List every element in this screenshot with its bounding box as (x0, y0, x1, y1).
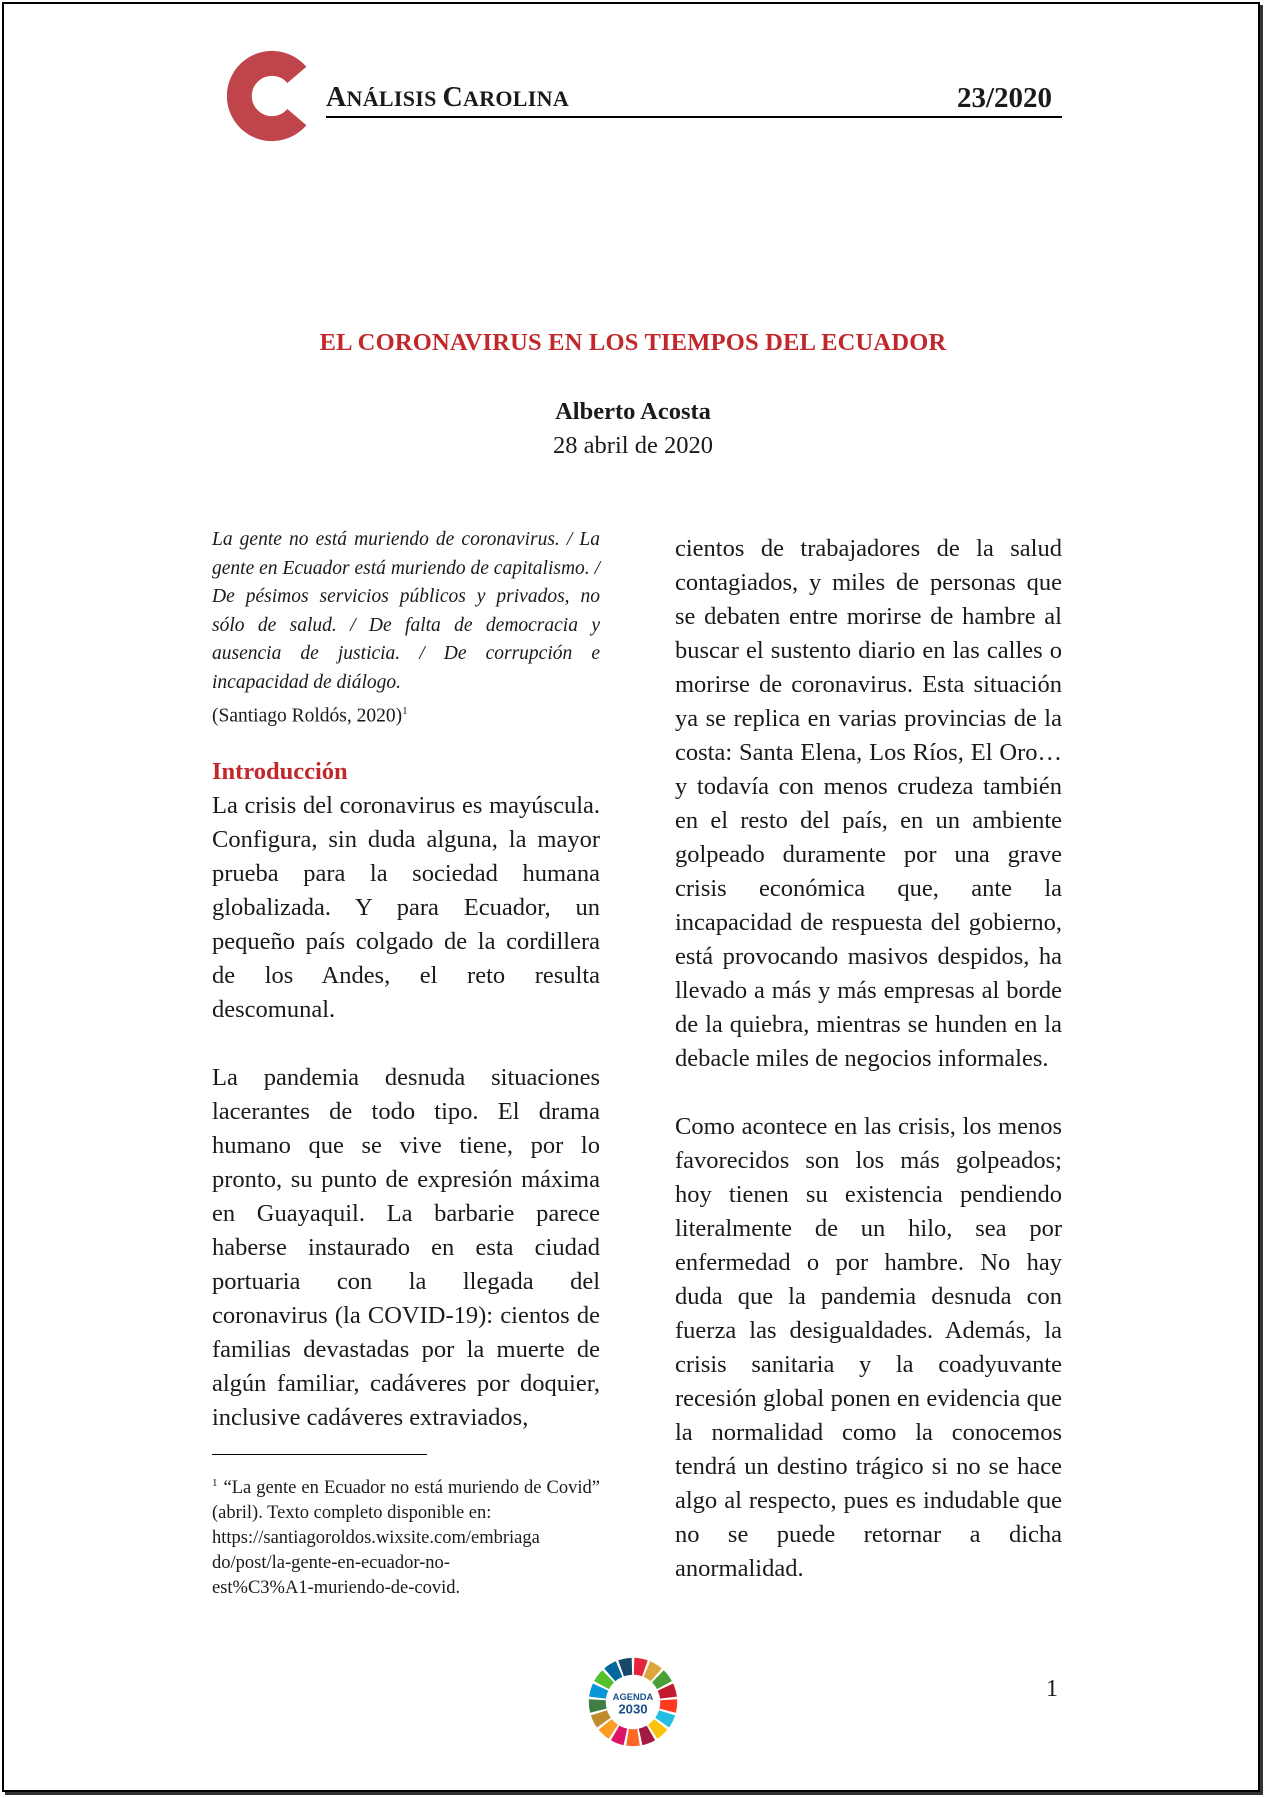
article-title: EL CORONAVIRUS EN LOS TIEMPOS DEL ECUADOR (319, 329, 947, 356)
issue-number: 23/2020 (956, 82, 1052, 114)
badge-segment (659, 1699, 677, 1713)
footnote (212, 1471, 600, 1601)
footnote-url[interactable]: https://santiagoroldos.wixsite.com/embriaga (212, 1528, 540, 1549)
article-date: 28 abril de 2020 (553, 432, 713, 459)
left-column (212, 526, 600, 1435)
carolina-logo-icon (222, 48, 318, 144)
badge-segment (589, 1699, 607, 1713)
right-column (675, 532, 1062, 1586)
badge-line2: 2030 (618, 1701, 648, 1717)
paragraph: La crisis del coronavirus es mayúscula. Configura, sin duda alguna, la mayor prueba para la sociedad humana globalizada. Y para Ecuador, un pequeño país colgado de la cordillera de los Andes, el reto resulta descomunal. (212, 792, 600, 1023)
series-title: ANÁLISIS CAROLINA (326, 82, 570, 113)
section-heading: Introducción (212, 758, 348, 785)
badge-segment (626, 1729, 640, 1746)
badge-line1: AGENDA (612, 1691, 654, 1703)
paragraph: La pandemia desnuda situaciones lacerantes de todo tipo. El drama humano que se vive tiene, por lo pronto, su punto de expresión máxima en Guayaquil. La barbarie parece haberse instaurado en esta ciudad portuaria con la llegada del coronavirus (la COVID-19): cientos de familias devastadas por la muerte de algún familiar, cadáveres por doquier, inclusive cadáveres extraviados, (212, 1064, 600, 1431)
agenda-2030-badge-icon (586, 1655, 680, 1749)
footnote-ref[interactable]: 1 (402, 705, 408, 717)
article-author: Alberto Acosta (555, 398, 711, 425)
paragraph: Como acontece en las crisis, los menos favorecidos son los más golpeados; hoy tienen su existencia pendiendo literalmente de un hilo, sea por enfermedad o por hambre. No hay duda que la pandemia desnuda con fuerza las desigualdades. Además, la crisis sanitaria y la coadyuvante recesión global ponen en evidencia que la normalidad como la conocemos tendrá un destino trágico si no se hace algo al respecto, pues es indudable que no se puede retornar a dicha anormalidad. (675, 1113, 1062, 1582)
footnote-url[interactable]: do/post/la-gente-en-ecuador-no- (212, 1553, 450, 1574)
paragraph: cientos de trabajadores de la salud contagiados, y miles de personas que se debaten entre morirse de hambre al buscar el sustento diario en las calles o morirse de coronavirus. Esta situación ya se replica en varias provincias de la costa: Santa Elena, Los Ríos, El Oro… y todavía con menos crudeza también en el resto del país, en un ambiente golpeado duramente por una grave crisis económica que, ante la incapacidad de respuesta del gobierno, está provocando masivos despidos, ha llevado a más y más empresas al borde de la quiebra, mientras se hunden en la debacle miles de negocios informales. (675, 535, 1062, 1072)
document-page (2, 2, 1260, 1792)
epigraph (212, 526, 600, 731)
epigraph-text: La gente no está muriendo de coronavirus. / La gente en Ecuador está muriendo de capitalismo. / De pésimos servicios públicos y privados, no sólo de salud. / De falta de democracia y ausencia de justicia. / De corrupción e incapacidad de diálogo. (212, 529, 600, 693)
footnote-number: 1 (212, 1477, 218, 1489)
footnote-text: “La gente en Ecuador no está muriendo de Covid” (abril). Texto completo disponible en: (212, 1478, 600, 1524)
footnote-rule (212, 1454, 427, 1455)
footnote-url[interactable]: est%C3%A1-muriendo-de-covid. (212, 1578, 461, 1599)
page-number: 1 (1046, 1676, 1058, 1702)
header-rule (326, 116, 1062, 118)
epigraph-citation: (Santiago Roldós, 2020) (212, 705, 403, 727)
